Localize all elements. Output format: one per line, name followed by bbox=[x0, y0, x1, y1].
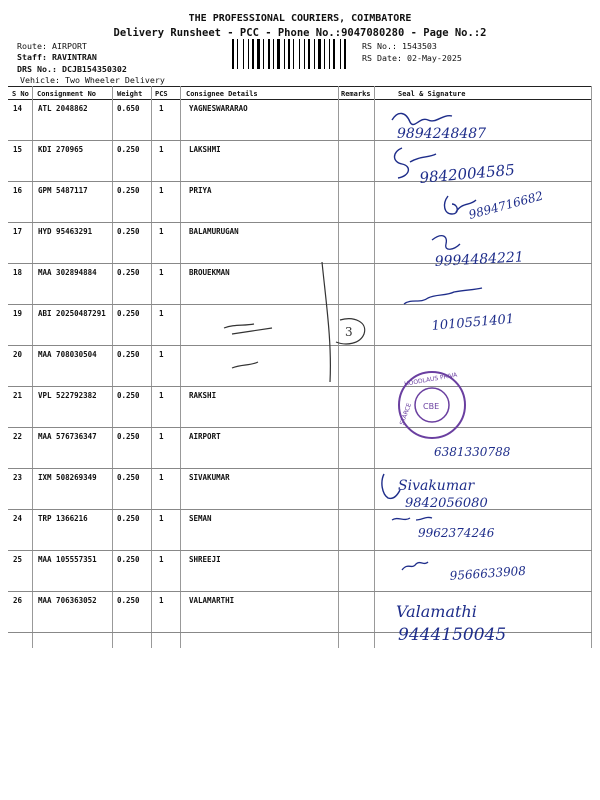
row-consignee: BROUEKMAN bbox=[189, 268, 230, 277]
barcode-bar bbox=[329, 39, 330, 69]
row-consignee: SIVAKUMAR bbox=[189, 473, 230, 482]
row-divider bbox=[8, 509, 592, 510]
row-weight: 0.250 bbox=[117, 350, 140, 359]
barcode-bar bbox=[261, 39, 262, 69]
barcode-bar bbox=[250, 39, 251, 69]
barcode-bar bbox=[331, 39, 332, 69]
phone-19: 1010551401 bbox=[431, 311, 515, 334]
barcode-bar bbox=[344, 39, 346, 69]
row-sno: 18 bbox=[13, 268, 23, 277]
row-weight: 0.250 bbox=[117, 309, 140, 318]
row-weight: 0.650 bbox=[117, 104, 140, 113]
row-consignment-no: MAA 302894884 bbox=[38, 268, 97, 277]
barcode-bar bbox=[263, 39, 264, 69]
barcode-bar bbox=[255, 39, 256, 69]
col-pcs: PCS bbox=[155, 90, 168, 98]
page-subtitle: Delivery Runsheet - PCC - Phone No.:9047080280 - Page No.:2 bbox=[113, 27, 487, 39]
col-seal-signature: Seal & Signature bbox=[398, 90, 466, 98]
runsheet-table bbox=[8, 86, 592, 648]
row-consignment-no: MAA 576736347 bbox=[38, 432, 97, 441]
row-pcs: 1 bbox=[159, 350, 164, 359]
rs-date: RS Date: 02-May-2025 bbox=[362, 53, 462, 63]
row-pcs: 1 bbox=[159, 309, 164, 318]
barcode-bar bbox=[265, 39, 267, 69]
row-weight: 0.250 bbox=[117, 555, 140, 564]
row-weight: 0.250 bbox=[117, 186, 140, 195]
row-weight: 0.250 bbox=[117, 473, 140, 482]
row-divider bbox=[8, 591, 592, 592]
barcode-bar bbox=[304, 39, 305, 69]
row-consignee: VALAMARTHI bbox=[189, 596, 235, 605]
stamp-ring-top: HOODLAUS PRIVA bbox=[403, 371, 458, 388]
row-pcs: 1 bbox=[159, 391, 164, 400]
row-divider bbox=[8, 304, 592, 305]
phone-16: 9894716682 bbox=[467, 188, 545, 222]
col-sno: S No bbox=[12, 90, 29, 98]
row-sno: 26 bbox=[13, 596, 23, 605]
row-pcs: 1 bbox=[159, 186, 164, 195]
row-divider bbox=[8, 345, 592, 346]
col-consignment: Consignment No bbox=[37, 90, 97, 98]
row-pcs: 1 bbox=[159, 596, 164, 605]
barcode-bar bbox=[333, 39, 335, 69]
barcode-bar bbox=[291, 39, 292, 69]
row-weight: 0.250 bbox=[117, 432, 140, 441]
phone-24: 9962374246 bbox=[418, 526, 495, 540]
row-consignment-no: MAA 708030504 bbox=[38, 350, 97, 359]
barcode-bar bbox=[293, 39, 294, 69]
row-consignment-no: ATL 2048862 bbox=[38, 104, 88, 113]
barcode-bar bbox=[314, 39, 315, 69]
row-sno: 20 bbox=[13, 350, 23, 359]
barcode-bar bbox=[232, 39, 234, 69]
phone-15: 9842004585 bbox=[418, 160, 516, 187]
row-weight: 0.250 bbox=[117, 514, 140, 523]
row-pcs: 1 bbox=[159, 227, 164, 236]
row-sno: 21 bbox=[13, 391, 23, 400]
row-divider bbox=[8, 181, 592, 182]
barcode-bar bbox=[299, 39, 300, 69]
row-consignee: RAKSHI bbox=[189, 391, 217, 400]
row-consignment-no: VPL 522792382 bbox=[38, 391, 97, 400]
barcode-bar bbox=[326, 39, 328, 69]
row-divider bbox=[8, 263, 592, 264]
staff-label: Staff: RAVINTRAN bbox=[17, 52, 97, 62]
barcode-bar bbox=[342, 39, 343, 69]
name-26: Valamathi bbox=[396, 602, 477, 621]
row-consignee: YAGNESWARARAO bbox=[189, 104, 248, 113]
barcode-bar bbox=[347, 39, 348, 69]
barcode-bar bbox=[273, 39, 274, 69]
row-weight: 0.250 bbox=[117, 596, 140, 605]
row-divider bbox=[8, 140, 592, 141]
row-consignee: PRIYA bbox=[189, 186, 212, 195]
barcode-bar bbox=[235, 39, 236, 69]
stamp-ring-left: STARCE bbox=[398, 402, 414, 427]
row-pcs: 1 bbox=[159, 514, 164, 523]
barcode-bar bbox=[277, 39, 280, 69]
barcode-bar bbox=[306, 39, 307, 69]
barcode-bar bbox=[311, 39, 313, 69]
row-weight: 0.250 bbox=[117, 227, 140, 236]
drs-number: DRS No.: DCJB154350302 bbox=[17, 64, 127, 74]
row-divider bbox=[8, 427, 592, 428]
barcode bbox=[232, 39, 356, 69]
barcode-bar bbox=[281, 39, 283, 69]
remark-mark: 3 bbox=[345, 325, 353, 339]
barcode-bar bbox=[340, 39, 341, 69]
row-divider bbox=[8, 386, 592, 387]
barcode-bar bbox=[308, 39, 310, 69]
row-pcs: 1 bbox=[159, 104, 164, 113]
stamp-center-text: CBE bbox=[423, 402, 440, 411]
row-weight: 0.250 bbox=[117, 145, 140, 154]
barcode-bar bbox=[322, 39, 323, 69]
row-divider bbox=[8, 468, 592, 469]
row-consignment-no: GPM 5487117 bbox=[38, 186, 88, 195]
row-sno: 25 bbox=[13, 555, 23, 564]
barcode-bar bbox=[324, 39, 325, 69]
row-weight: 0.250 bbox=[117, 268, 140, 277]
row-consignee: LAKSHMI bbox=[189, 145, 221, 154]
barcode-bar bbox=[316, 39, 317, 69]
phone-23: 9842056080 bbox=[405, 496, 488, 511]
barcode-bar bbox=[268, 39, 270, 69]
row-divider bbox=[8, 222, 592, 223]
barcode-bar bbox=[257, 39, 260, 69]
row-sno: 15 bbox=[13, 145, 23, 154]
row-consignee: SEMAN bbox=[189, 514, 212, 523]
row-divider bbox=[8, 550, 592, 551]
row-pcs: 1 bbox=[159, 432, 164, 441]
barcode-bar bbox=[245, 39, 247, 69]
barcode-bar bbox=[284, 39, 285, 69]
row-consignment-no: TRP 1366216 bbox=[38, 514, 88, 523]
barcode-bar bbox=[252, 39, 254, 69]
barcode-bar bbox=[248, 39, 249, 69]
barcode-bar bbox=[275, 39, 276, 69]
route-label: Route: AIRPORT bbox=[17, 41, 87, 51]
rs-number: RS No.: 1543503 bbox=[362, 41, 437, 51]
row-sno: 17 bbox=[13, 227, 23, 236]
col-remarks: Remarks bbox=[341, 90, 371, 98]
barcode-bar bbox=[295, 39, 298, 69]
row-consignment-no: MAA 105557351 bbox=[38, 555, 97, 564]
row-consignment-no: KDI 270965 bbox=[38, 145, 84, 154]
row-consignment-no: IXM 508269349 bbox=[38, 473, 97, 482]
row-consignment-no: HYD 95463291 bbox=[38, 227, 93, 236]
phone-14: 9894248487 bbox=[397, 126, 487, 142]
phone-22: 6381330788 bbox=[434, 445, 511, 459]
row-sno: 16 bbox=[13, 186, 23, 195]
phone-17: 9994484221 bbox=[434, 249, 525, 270]
row-pcs: 1 bbox=[159, 268, 164, 277]
name-23: Sivakumar bbox=[398, 478, 475, 494]
row-pcs: 1 bbox=[159, 145, 164, 154]
row-consignee: SHREEJI bbox=[189, 555, 221, 564]
barcode-bar bbox=[286, 39, 287, 69]
vehicle-label: Vehicle: Two Wheeler Delivery bbox=[20, 75, 165, 85]
row-consignment-no: MAA 706363052 bbox=[38, 596, 97, 605]
col-weight: Weight bbox=[117, 90, 143, 98]
row-consignee: AIRPORT bbox=[189, 432, 221, 441]
row-sno: 23 bbox=[13, 473, 23, 482]
barcode-bar bbox=[301, 39, 303, 69]
row-weight: 0.250 bbox=[117, 391, 140, 400]
row-pcs: 1 bbox=[159, 473, 164, 482]
row-consignee: BALAMURUGAN bbox=[189, 227, 239, 236]
row-divider bbox=[8, 632, 592, 633]
phone-25: 9566633908 bbox=[449, 563, 527, 583]
barcode-bar bbox=[318, 39, 321, 69]
row-pcs: 1 bbox=[159, 555, 164, 564]
col-consignee: Consignee Details bbox=[186, 90, 258, 98]
barcode-bar bbox=[336, 39, 339, 69]
row-sno: 22 bbox=[13, 432, 23, 441]
row-sno: 24 bbox=[13, 514, 23, 523]
row-sno: 19 bbox=[13, 309, 23, 318]
barcode-bar bbox=[237, 39, 238, 69]
barcode-bar bbox=[239, 39, 242, 69]
barcode-bar bbox=[243, 39, 244, 69]
barcode-bar bbox=[288, 39, 290, 69]
phone-26: 9444150045 bbox=[398, 625, 507, 645]
page-title: THE PROFESSIONAL COURIERS, COIMBATORE bbox=[188, 13, 412, 24]
barcode-bar bbox=[271, 39, 272, 69]
row-sno: 14 bbox=[13, 104, 23, 113]
row-consignment-no: ABI 20250487291 bbox=[38, 309, 106, 318]
